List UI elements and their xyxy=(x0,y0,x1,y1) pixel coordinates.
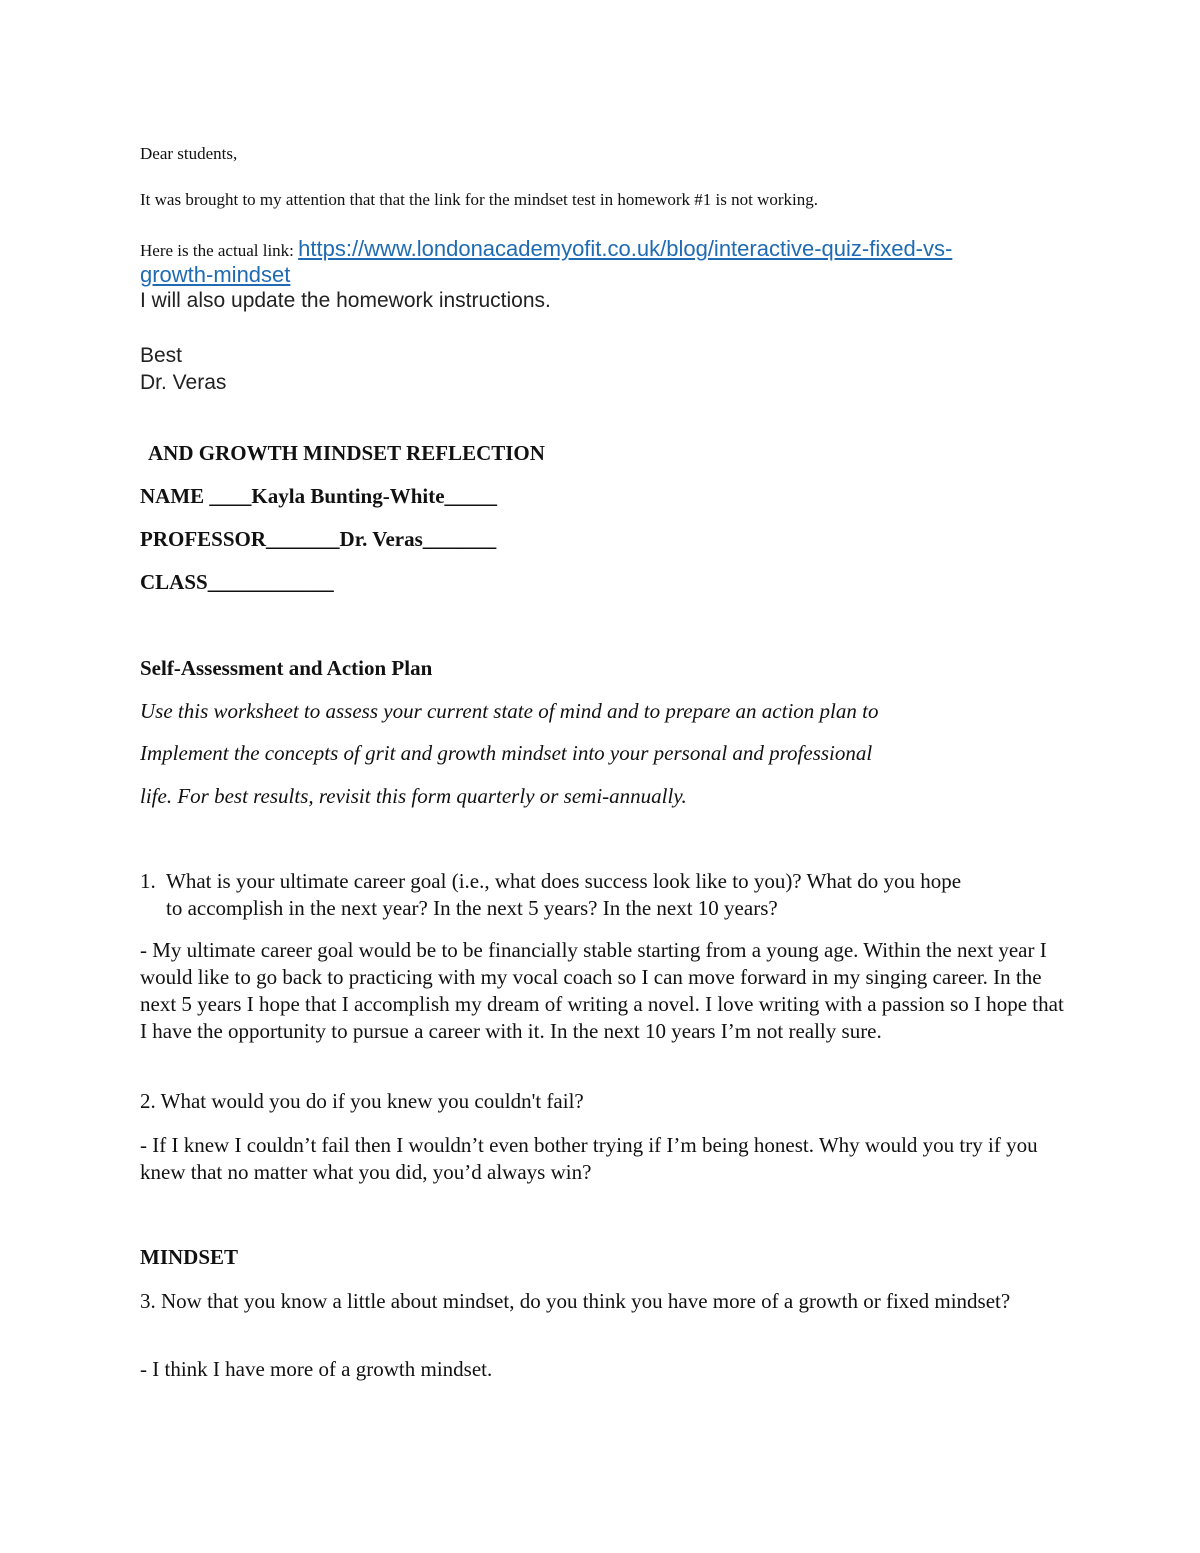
professor-value: Dr. Veras xyxy=(339,527,423,551)
letter-line: It was brought to my attention that that the link for the mindset test in homework #1 is not working. xyxy=(140,190,819,209)
question-1-line-1: What is your ultimate career goal (i.e., what does success look like to you)? What do you hope xyxy=(166,869,962,893)
answer-3: - I think I have more of a growth mindset. xyxy=(140,1357,493,1381)
question-3: 3. Now that you know a little about mindset, do you think you have more of a growth or fixed mindset? xyxy=(140,1289,1011,1313)
greeting: Dear students, xyxy=(140,144,238,163)
professor-label: PROFESSOR xyxy=(140,527,267,551)
mindset-quiz-link-continued[interactable]: growth-mindset xyxy=(140,262,291,287)
mindset-heading: MINDSET xyxy=(140,1245,239,1269)
self-assessment-heading: Self-Assessment and Action Plan xyxy=(140,656,433,680)
name-label: NAME xyxy=(140,484,205,508)
intro-line-1: Use this worksheet to assess your current state of mind and to prepare an action plan to xyxy=(140,699,879,723)
question-1-line-2: to accomplish in the next year? In the next 5 years? In the next 10 years? xyxy=(166,896,778,920)
mindset-quiz-link[interactable]: https://www.londonacademyofit.co.uk/blog/interactive-quiz-fixed-vs- xyxy=(298,236,953,261)
link-prefix: Here is the actual link: xyxy=(140,241,299,260)
link-line-continued xyxy=(140,262,290,288)
update-note: I will also update the homework instructions. xyxy=(140,289,551,312)
question-2: 2. What would you do if you knew you couldn't fail? xyxy=(140,1089,584,1113)
intro-line-3: life. For best results, revisit this form quarterly or semi-annually. xyxy=(140,784,687,808)
name-field: NAME ____Kayla Bunting-White_____ xyxy=(140,484,498,508)
class-label: CLASS xyxy=(140,570,208,594)
answer-1: - My ultimate career goal would be to be financially stable starting from a young age. Within the next year I would like to go back to practicing with my vocal coach so I can move forward in my singing career. In the next 5 years I hope that I accomplish my dream of writing a novel. I love writing with a passion so I hope that I have the opportunity to pursue a career with it. In the next 10 years I’m not really sure. xyxy=(140,938,1064,1043)
intro-line-2: Implement the concepts of grit and growth mindset into your personal and professional xyxy=(140,741,873,765)
worksheet-title: AND GROWTH MINDSET REFLECTION xyxy=(148,441,545,465)
question-1-number: 1. xyxy=(140,869,156,893)
professor-field: PROFESSOR_______Dr. Veras_______ xyxy=(140,527,497,551)
link-line xyxy=(140,236,952,262)
signature: Dr. Veras xyxy=(140,371,227,394)
signoff: Best xyxy=(140,344,183,367)
name-value: Kayla Bunting-White xyxy=(251,484,445,508)
answer-2: - If I knew I couldn’t fail then I wouldn’t even bother trying if I’m being honest. Why would you try if you knew that no matter what you did, you’d always win? xyxy=(140,1133,1038,1184)
class-field: CLASS____________ xyxy=(140,570,334,594)
